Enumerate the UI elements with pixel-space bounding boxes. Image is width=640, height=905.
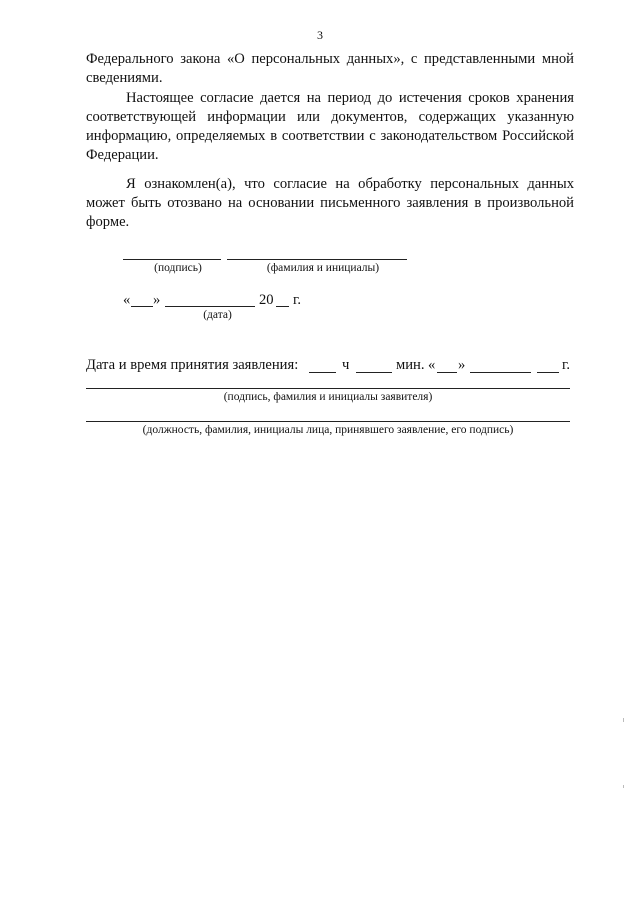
date-month-line[interactable]	[165, 306, 255, 307]
paragraph-consent-period	[86, 89, 574, 165]
paragraph-law-reference	[86, 50, 574, 88]
date-year-prefix: 20	[259, 292, 274, 308]
applicant-signature-line[interactable]	[86, 388, 570, 389]
acceptance-day-line[interactable]	[437, 372, 457, 373]
paragraph-revocation	[86, 175, 574, 232]
acceptance-year-line[interactable]	[537, 372, 559, 373]
acceptance-year-suffix: г.	[562, 357, 570, 373]
name-line[interactable]	[227, 259, 407, 260]
paragraph-text: Настоящее согласие дается на период до истечения сроков хранения соответствующей информации или документов, содержащих указанную информацию, определяемых в соответствии с законодательством Российской Федерации.	[86, 90, 574, 163]
date-year-suffix: г.	[293, 292, 301, 308]
acceptance-minutes-line[interactable]	[356, 372, 392, 373]
paragraph-line: Федерального закона «О персональных данных», с представленными мной	[86, 51, 574, 67]
signature-line[interactable]	[123, 259, 221, 260]
paragraph-line: сведениями.	[86, 70, 163, 86]
scan-speck	[623, 785, 624, 788]
acceptance-hours-line[interactable]	[309, 372, 336, 373]
date-year-line[interactable]	[276, 306, 289, 307]
date-caption: (дата)	[203, 309, 232, 321]
date-close-quote: »	[153, 292, 161, 308]
applicant-caption: (подпись, фамилия и инициалы заявителя)	[223, 391, 433, 403]
acceptance-close-quote: »	[458, 357, 466, 373]
acceptance-month-line[interactable]	[470, 372, 531, 373]
official-caption: (должность, фамилия, инициалы лица, принявшего заявление, его подпись)	[142, 424, 514, 436]
official-signature-line[interactable]	[86, 421, 570, 422]
acceptance-minutes-label: мин.	[396, 357, 425, 373]
acceptance-hours-label: ч	[342, 357, 350, 373]
acceptance-label: Дата и время принятия заявления:	[86, 357, 299, 373]
date-open-quote: «	[123, 292, 131, 308]
page-number: 3	[317, 28, 323, 42]
scan-speck	[623, 718, 624, 722]
acceptance-open-quote: «	[428, 357, 436, 373]
signature-caption: (подпись)	[154, 262, 202, 274]
name-caption: (фамилия и инициалы)	[266, 262, 380, 274]
paragraph-text: Я ознакомлен(а), что согласие на обработку персональных данных может быть отозвано на основании письменного заявления в произвольной форме.	[86, 176, 574, 230]
date-day-line[interactable]	[131, 306, 153, 307]
